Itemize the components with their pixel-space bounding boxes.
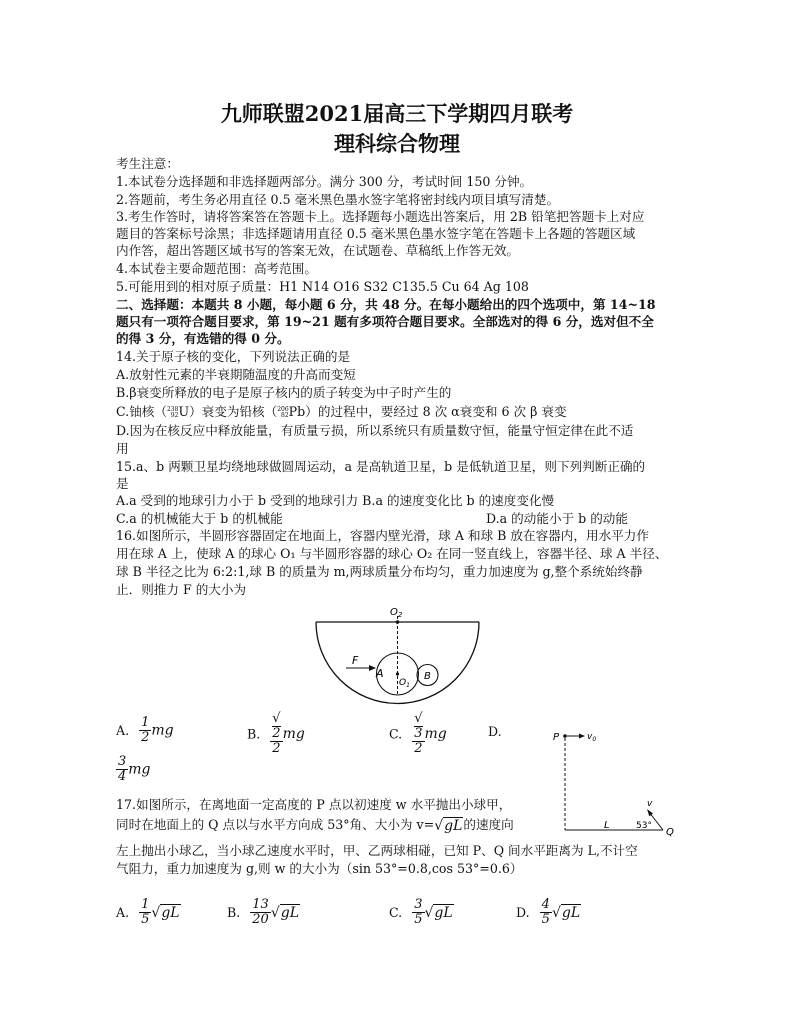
q16-option-b: B. √ 2 2 mg xyxy=(247,711,305,756)
label-q: Q xyxy=(666,827,674,838)
q15-stem-line2: 是 xyxy=(116,476,129,491)
pb-symbol: Pb xyxy=(288,404,306,419)
q14-option-a: A.放射性元素的半衰期随温度的升高而变短 xyxy=(116,367,356,382)
v0-arrowhead xyxy=(579,734,585,739)
center-o1-dot xyxy=(396,672,399,675)
note-1: 1.本试卷分选择题和非选择题两部分。满分 300 分，考试时间 150 分钟。 xyxy=(116,174,533,189)
exam-subtitle: 理科综合物理 xyxy=(334,131,460,156)
u-mass-number: 238 xyxy=(166,405,179,413)
center-o2-dot xyxy=(396,620,400,624)
q17-stem-line4: 气阻力，重力加速度为 g,则 w 的大小为（sin 53°=0.8,cos 53°=0.6） xyxy=(116,861,523,876)
note-2: 2.答题前，考生务必用直径 0.5 毫米黑色墨水签字笔将密封线内项目填写清楚。 xyxy=(116,192,560,207)
label-force: F xyxy=(352,654,359,667)
q15-option-c: C.a 的机械能大于 b 的机械能 xyxy=(116,511,283,526)
note-3c: 内作答，超出答题区域书写的答案无效，在试题卷、草稿纸上作答无效。 xyxy=(116,243,519,258)
note-4: 4.本试卷主要命题范围：高考范围。 xyxy=(116,261,317,276)
q17-option-d: D. $\frac{4}{5}$ √gL xyxy=(516,897,581,927)
label-l: L xyxy=(604,820,610,831)
q15-option-d: D.a 的动能小于 b 的动能 xyxy=(486,511,628,526)
q14-option-d-line1: D.因为在核反应中释放能量，有质量亏损，所以系统只有质量数守恒，能量守恒定律在此不适 xyxy=(116,423,634,438)
q15-stem-line1: 15.a、b 两颗卫星均绕地球做圆周运动，a 是高轨道卫星，b 是低轨道卫星，则下列判断正确的 xyxy=(116,459,646,474)
q16-option-d: $\frac{3}{4}$ mg xyxy=(118,754,151,784)
q15-options-ab: A.a 受到的地球引力小于 b 受到的地球引力 B.a 的速度变化比 b 的速度变化慢 xyxy=(116,493,555,508)
section2-line2: 题只有一项符合题目要求，第 19~21 题有多项符合题目要求。全部选对的得 6 分，选对但不全 xyxy=(116,314,654,329)
q17-option-b: B. $\frac{13}{20}$ √gL xyxy=(227,897,300,927)
q14-option-b: B.β衰变所释放的电子是原子核内的质子转变为中子时产生的 xyxy=(116,385,452,400)
section2-line1: 二、选择题：本题共 8 小题，每小题 6 分，共 48 分。在每小题给出的四个选项中，第 14~18 xyxy=(116,297,656,312)
label-v0: $v_0$ xyxy=(587,732,597,743)
label-angle: 53° xyxy=(636,821,652,831)
pb-mass-number: 206 xyxy=(277,405,289,413)
u-symbol: U xyxy=(178,404,190,419)
label-o1: $O_1$ xyxy=(399,678,410,689)
note-3b: 题目的答案标号涂黑；非选择题请用直径 0.5 毫米黑色墨水签字笔在答题卡上各题的答题区域 xyxy=(116,226,636,241)
q16-option-a: A. $\frac{1}{2}$ mg xyxy=(116,715,174,745)
force-arrowhead xyxy=(369,665,376,671)
u-atomic-number: 92 xyxy=(170,411,179,419)
q14-option-c: C.铀核（ 238 92 U）衰变为铅核（ 206 82 Pb）的过程中，要经过 8 次 α衰变和 6 次 β 衰变 xyxy=(116,404,567,419)
note-3a: 3.考生作答时，请将答案答在答题卡上。选择题每小题选出答案后，用 2B 铅笔把答题卡上对应 xyxy=(116,209,645,224)
q17-stem-line2: 同时在地面上的 Q 点以与水平方向成 53°角、大小为 v=√gL的速度向 xyxy=(116,817,514,834)
exam-title: 九师联盟2021届高三下学期四月联考 xyxy=(220,101,574,126)
q17-stem-line3: 左上抛出小球乙，当小球乙速度水平时，甲、乙两球相碰，已知 P、Q 间水平距离为 L,不计空 xyxy=(116,843,638,858)
q16-stem-line3: 球 B 半径之比为 6:2:1,球 B 的质量为 m,两球质量分布均匀，重力加速度为 g,整个系统始终静 xyxy=(116,564,643,579)
q16-option-c: C. √ 3 2 mg xyxy=(389,711,447,756)
q17-option-c: C. $\frac{3}{5}$ √gL xyxy=(389,897,453,927)
label-ball-a: A xyxy=(376,667,384,680)
section2-line3: 的得 3 分，有选错的得 0 分。 xyxy=(116,331,290,346)
label-p: P xyxy=(553,732,560,743)
q17-stem-line1: 17.如图所示，在离地面一定高度的 P 点以初速度 w 水平抛出小球甲， xyxy=(116,797,512,812)
pb-atomic-number: 82 xyxy=(281,411,289,419)
q16-container-figure xyxy=(310,604,485,706)
q16-stem-line1: 16.如图所示，半圆形容器固定在地面上，容器内壁光滑，球 A 和球 B 放在容器内，用水平力作 xyxy=(116,528,649,543)
label-ball-b: B xyxy=(424,671,431,682)
q16-option-d-label: D. xyxy=(488,724,502,739)
note-5: 5.可能用到的相对原子质量：H1 N14 O16 S32 C135.5 Cu 64 Ag 108 xyxy=(116,279,529,294)
q17-projectile-figure xyxy=(548,724,683,840)
label-v: v xyxy=(647,799,653,809)
q16-stem-line2: 用在球 A 上，使球 A 的球心 O₁ 与半圆形容器的球心 O₂ 在同一竖直线上，容器半径、球 A 半径、 xyxy=(116,546,668,561)
q16-stem-line4: 止．则推力 F 的大小为 xyxy=(116,582,247,597)
notes-heading: 考生注意： xyxy=(116,156,179,171)
q17-option-a: A. $\frac{1}{5}$ √gL xyxy=(116,897,180,927)
point-p xyxy=(563,734,567,738)
q14-stem: 14.关于原子核的变化，下列说法正确的是 xyxy=(116,349,351,364)
q14-option-d-line2: 用 xyxy=(116,441,129,456)
label-o2: $O_2$ xyxy=(390,607,403,619)
